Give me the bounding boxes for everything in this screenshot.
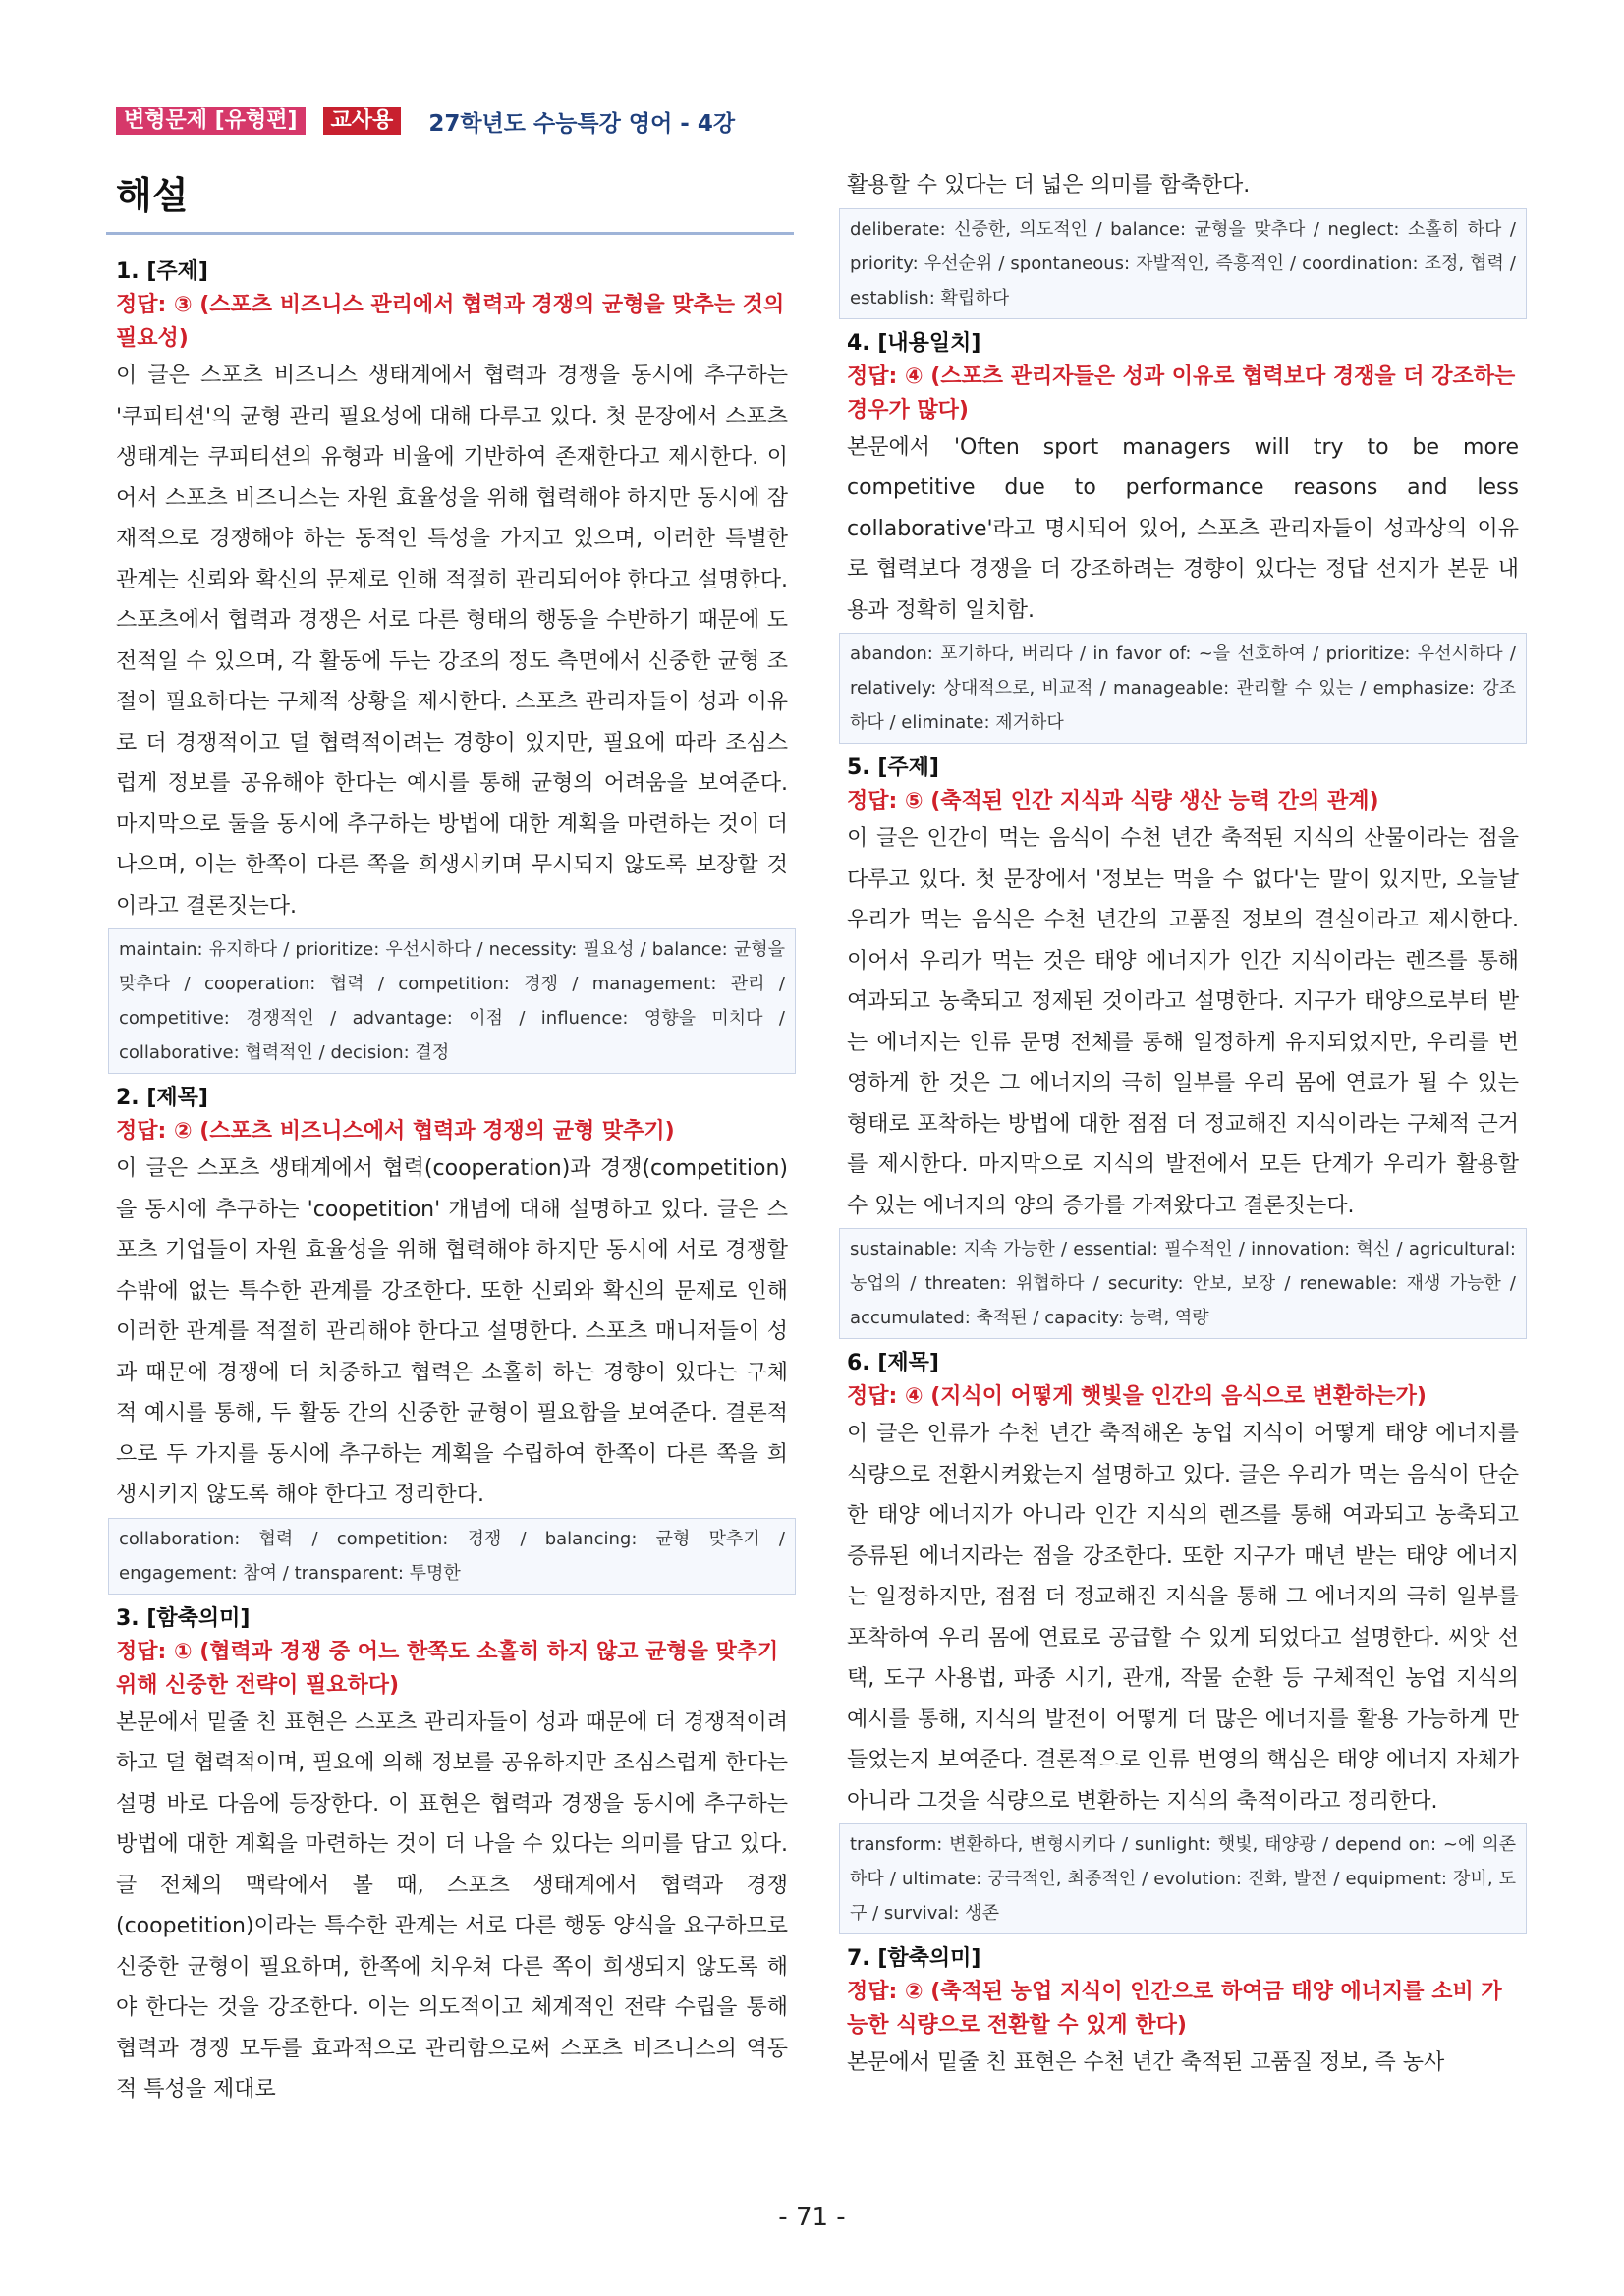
- section-2-answer: 정답: ② (스포츠 비즈니스에서 협력과 경쟁의 균형 맞추기): [116, 1119, 675, 1144]
- page-number: - 71 -: [778, 2203, 846, 2232]
- section-7-title: 7. [함축의미]: [847, 1946, 981, 1971]
- section-1-vocab: maintain: 유지하다 / prioritize: 우선시하다 / necessity: 필요성 / balance: 균형을 맞추다 / cooperation: 협력 / competition: 경쟁 / management: 관리 / competitive: 경쟁적인 / advantage: 이점 / influence: 영향을 미치다 / collaborative: 협력적인 / decision: 결정: [108, 928, 796, 1074]
- section-5-title: 5. [주제]: [847, 756, 939, 780]
- section-2-body: 이 글은 스포츠 생태계에서 협력(cooperation)과 경쟁(competition)을 동시에 추구하는 'coopetition' 개념에 대해 설명하고 있다. 글은 스포츠 기업들이 자원 효율성을 위해 협력해야 하지만 동시에 서로 경쟁할 수밖에 없는 특수한 관계를 강조한다. 또한 신뢰와 확신의 문제로 인해 이러한 관계를 적절히 관리해야 한다고 설명한다. 스포츠 매니저들이 성과 때문에 경쟁에 더 치중하고 협력은 소홀히 하는 경향이 있다는 구체적 예시를 통해, 두 활동 간의 신중한 균형이 필요함을 보여준다. 결론적으로 두 가지를 동시에 추구하는 계획을 수립하여 한쪽이 다른 쪽을 희생시키지 않도록 해야 한다고 정리한다.: [116, 1156, 788, 1507]
- section-5-vocab: sustainable: 지속 가능한 / essential: 필수적인 / innovation: 혁신 / agricultural: 농업의 / threaten: 위협하다 / security: 안보, 보장 / renewable: 재생 가능한 / accumulated: 축적된 / capacity: 능력, 역량: [839, 1228, 1527, 1339]
- section-2-title: 2. [제목]: [116, 1086, 208, 1110]
- section-1-answer: 정답: ③ (스포츠 비즈니스 관리에서 협력과 경쟁의 균형을 맞추는 것의 필요성): [116, 293, 785, 351]
- section-3-body-continued: 활용할 수 있다는 더 넓은 의미를 함축한다.: [847, 173, 1251, 197]
- section-4-title: 4. [내용일치]: [847, 330, 981, 356]
- section-6-title: 6. [제목]: [847, 1351, 939, 1375]
- section-7-body: 본문에서 밑줄 친 표현은 수천 년간 축적된 고품질 정보, 즉 농사: [847, 2050, 1445, 2075]
- section-3-body: 본문에서 밑줄 친 표현은 스포츠 관리자들이 성과 때문에 더 경쟁적이려 하고 덜 협력적이며, 필요에 의해 정보를 공유하지만 조심스럽게 한다는 설명 바로 다음에 등장한다. 이 표현은 협력과 경쟁을 동시에 추구하는 방법에 대한 계획을 마련하는 것이 더 나을 수 있다는 의미를 담고 있다. 글 전체의 맥락에서 볼 때, 스포츠 생태계에서 협력과 경쟁(coopetition)이라는 특수한 관계는 서로 다른 행동 양식을 요구하므로 신중한 균형이 필요하며, 한쪽에 치우쳐 다른 쪽이 희생되지 않도록 해야 한다는 것을 강조한다. 이는 의도적이고 체계적인 전략 수립을 통해 협력과 경쟁 모두를 효과적으로 관리함으로써 스포츠 비즈니스의 역동적 특성을 제대로: [116, 1709, 788, 2101]
- section-3-answer: 정답: ① (협력과 경쟁 중 어느 한쪽도 소홀히 하지 않고 균형을 맞추기 위해 신중한 전략이 필요하다): [116, 1639, 779, 1698]
- left-column: [116, 250, 788, 2110]
- section-1-title: 1. [주제]: [116, 259, 208, 284]
- section-4-body: 본문에서 'Often sport managers will try to be more competitive due to performance reasons and less collaborative'라고 명시되어 있어, 스포츠 관리자들이 성과상의 이유로 협력보다 경쟁을 더 강조하려는 경향이 있다는 정답 선지가 본문 내용과 정확히 일치함.: [847, 434, 1519, 623]
- page-header: [116, 106, 735, 136]
- section-6-vocab: transform: 변환하다, 변형시키다 / sunlight: 햇빛, 태양광 / depend on: ~에 의존하다 / ultimate: 궁극적인, 최종적인 / evolution: 진화, 발전 / equipment: 장비, 도구 / survival: 생존: [839, 1823, 1527, 1934]
- section-4-vocab: abandon: 포기하다, 버리다 / in favor of: ~을 선호하여 / prioritize: 우선시하다 / relatively: 상대적으로, 비교적 / manageable: 관리할 수 있는 / emphasize: 강조하다 / eliminate: 제거하다: [839, 633, 1527, 744]
- section-2-vocab: collaboration: 협력 / competition: 경쟁 / balancing: 균형 맞추기 / engagement: 참여 / transparent: 투명한: [108, 1518, 796, 1595]
- section-3-title: 3. [함축의미]: [116, 1605, 251, 1631]
- page-title: 해설: [116, 174, 189, 217]
- teacher-tag: 교사용: [323, 107, 402, 135]
- section-7-answer: 정답: ② (축적된 농업 지식이 인간으로 하여금 태양 에너지를 소비 가능한 식량으로 전환할 수 있게 한다): [847, 1980, 1502, 2038]
- category-tag: 변형문제 [유형편]: [116, 107, 306, 135]
- header-title: 27학년도 수능특강 영어 - 4강: [428, 110, 736, 137]
- section-5-body: 이 글은 인간이 먹는 음식이 수천 년간 축적된 지식의 산물이라는 점을 다루고 있다. 첫 문장에서 '정보는 먹을 수 없다'는 말이 있지만, 오늘날 우리가 먹는 음식은 수천 년간의 고품질 정보의 결실이라고 제시한다. 이어서 우리가 먹는 것은 태양 에너지가 인간 지식이라는 렌즈를 통해 여과되고 농축되고 정제된 것이라고 설명한다. 지구가 태양으로부터 받는 에너지는 인류 문명 전체를 통해 일정하게 유지되었지만, 우리를 번영하게 한 것은 그 에너지의 극히 일부를 우리 몸에 연료가 될 수 있는 형태로 포착하는 방법에 대한 점점 더 정교해진 지식이라는 구체적 근거를 제시한다. 마지막으로 지식의 발전에서 모든 단계가 우리가 활용할 수 있는 에너지의 양의 증가를 가져왔다고 결론짓는다.: [847, 826, 1519, 1218]
- section-6-answer: 정답: ④ (지식이 어떻게 햇빛을 인간의 음식으로 변환하는가): [847, 1384, 1427, 1409]
- section-4-answer: 정답: ④ (스포츠 관리자들은 성과 이유로 협력보다 경쟁을 더 강조하는 경우가 많다): [847, 364, 1516, 422]
- title-divider: [106, 232, 794, 235]
- section-6-body: 이 글은 인류가 수천 년간 축적해온 농업 지식이 어떻게 태양 에너지를 식량으로 전환시켜왔는지 설명하고 있다. 글은 우리가 먹는 음식이 단순한 태양 에너지가 아니라 인간 지식의 렌즈를 통해 여과되고 농축되고 증류된 에너지라는 점을 강조한다. 또한 지구가 매년 받는 태양 에너지는 일정하지만, 점점 더 정교해진 지식을 통해 그 에너지의 극히 일부를 포착하여 우리 몸에 연료로 공급할 수 있게 되었다고 설명한다. 씨앗 선택, 도구 사용법, 파종 시기, 관개, 작물 순환 등 구체적인 농업 지식의 예시를 통해, 지식의 발전이 어떻게 더 많은 에너지를 활용 가능하게 만들었는지 보여준다. 결론적으로 인류 번영의 핵심은 태양 에너지 자체가 아니라 그것을 식량으로 변환하는 지식의 축적이라고 정리한다.: [847, 1422, 1519, 1814]
- right-column: [847, 165, 1519, 2084]
- section-3-vocab: deliberate: 신중한, 의도적인 / balance: 균형을 맞추다 / neglect: 소홀히 하다 / priority: 우선순위 / spontaneous: 자발적인, 즉흥적인 / coordination: 조정, 협력 / establish: 확립하다: [839, 208, 1527, 319]
- section-5-answer: 정답: ⑤ (축적된 인간 지식과 식량 생산 능력 간의 관계): [847, 789, 1379, 813]
- section-1-body: 이 글은 스포츠 비즈니스 생태계에서 협력과 경쟁을 동시에 추구하는 '쿠피티션'의 균형 관리 필요성에 대해 다루고 있다. 첫 문장에서 스포츠 생태계는 쿠피티션의 유형과 비율에 기반하여 존재한다고 제시한다. 이어서 스포츠 비즈니스는 자원 효율성을 위해 협력해야 하지만 동시에 잠재적으로 경쟁해야 하는 동적인 특성을 가지고 있으며, 이러한 특별한 관계는 신뢰와 확신의 문제로 인해 적절히 관리되어야 한다고 설명한다. 스포츠에서 협력과 경쟁은 서로 다른 형태의 행동을 수반하기 때문에 도전적일 수 있으며, 각 활동에 두는 강조의 정도 측면에서 신중한 균형 조절이 필요하다는 구체적 상황을 제시한다. 스포츠 관리자들이 성과 이유로 더 경쟁적이고 덜 협력적이려는 경향이 있지만, 필요에 따라 조심스럽게 정보를 공유해야 한다는 예시를 통해 균형의 어려움을 보여준다. 마지막으로 둘을 동시에 추구하는 방법에 대한 계획을 마련하는 것이 더 나으며, 이는 한쪽이 다른 쪽을 희생시키며 무시되지 않도록 보장할 것이라고 결론짓는다.: [116, 364, 788, 919]
